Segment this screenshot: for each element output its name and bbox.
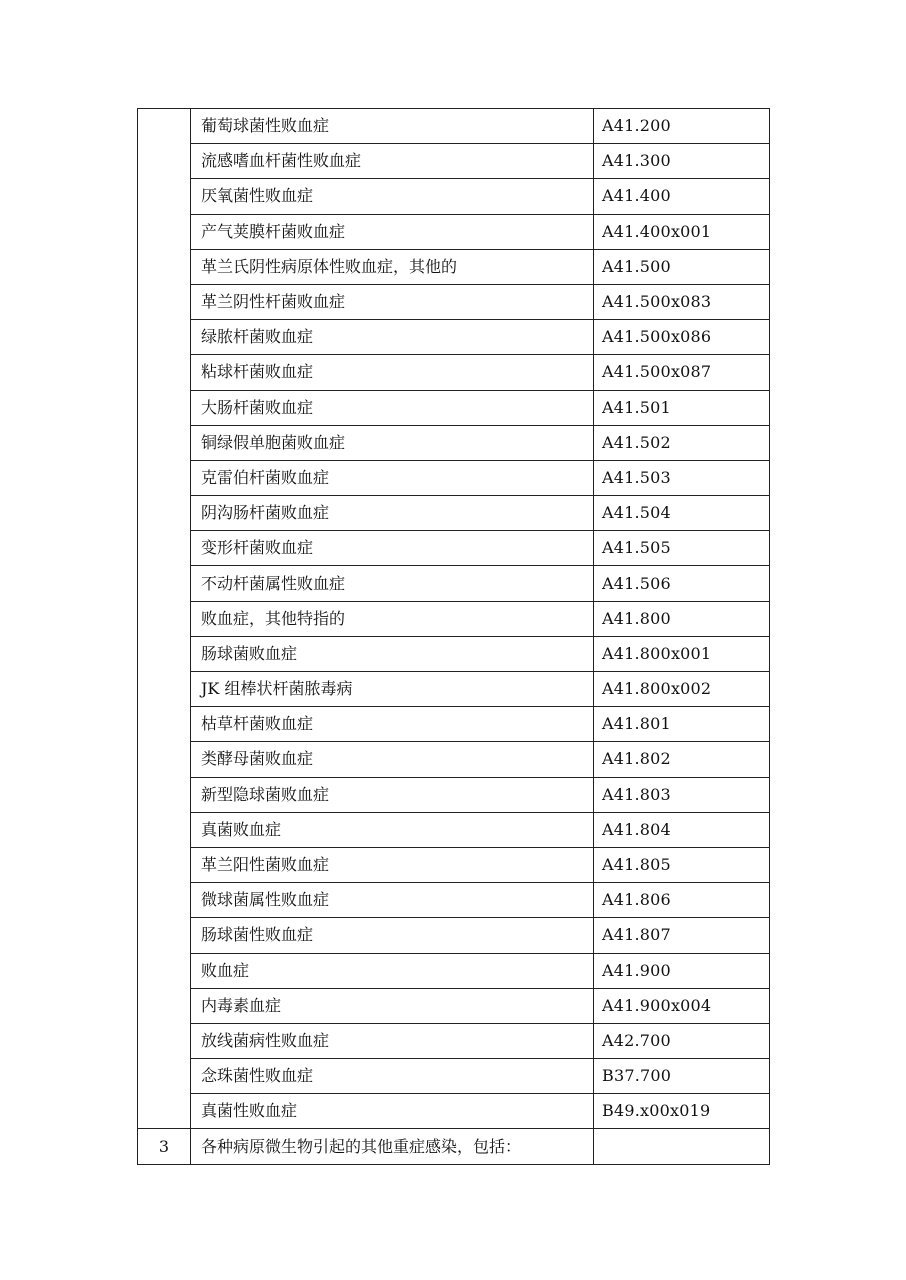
row-number-cell bbox=[138, 707, 191, 742]
diagnosis-name-cell: JK 组棒状杆菌脓毒病 bbox=[191, 672, 594, 707]
row-number-cell bbox=[138, 742, 191, 777]
diagnosis-name-cell: 不动杆菌属性败血症 bbox=[191, 566, 594, 601]
diagnosis-code-cell: A41.900x004 bbox=[594, 988, 770, 1023]
diagnosis-code-cell: A41.800x002 bbox=[594, 672, 770, 707]
table-row bbox=[138, 355, 770, 390]
diagnosis-code-cell: B37.700 bbox=[594, 1059, 770, 1094]
diagnosis-code-cell: A41.805 bbox=[594, 847, 770, 882]
diagnosis-name-cell: 变形杆菌败血症 bbox=[191, 531, 594, 566]
row-number-cell bbox=[138, 672, 191, 707]
row-number-cell bbox=[138, 988, 191, 1023]
row-number-cell bbox=[138, 1059, 191, 1094]
table-row bbox=[138, 883, 770, 918]
table-row bbox=[138, 214, 770, 249]
diagnosis-name-cell: 流感嗜血杆菌性败血症 bbox=[191, 144, 594, 179]
table-body bbox=[138, 109, 770, 1165]
table-row bbox=[138, 988, 770, 1023]
diagnosis-name-cell: 革兰氏阴性病原体性败血症，其他的 bbox=[191, 249, 594, 284]
table-row bbox=[138, 1023, 770, 1058]
table-row bbox=[138, 953, 770, 988]
diagnosis-name-cell: 革兰阳性菌败血症 bbox=[191, 847, 594, 882]
diagnosis-name-cell: 新型隐球菌败血症 bbox=[191, 777, 594, 812]
diagnosis-name-cell: 大肠杆菌败血症 bbox=[191, 390, 594, 425]
table-row bbox=[138, 531, 770, 566]
row-number-cell bbox=[138, 812, 191, 847]
row-number-cell bbox=[138, 953, 191, 988]
row-number-cell bbox=[138, 636, 191, 671]
diagnosis-name-cell: 微球菌属性败血症 bbox=[191, 883, 594, 918]
section-title: 各种病原微生物引起的其他重症感染，包括： bbox=[191, 1129, 594, 1164]
diagnosis-code-cell: A41.801 bbox=[594, 707, 770, 742]
diagnosis-code-cell: A41.800 bbox=[594, 601, 770, 636]
diagnosis-code-cell: A41.800x001 bbox=[594, 636, 770, 671]
diagnosis-code-cell: A41.804 bbox=[594, 812, 770, 847]
diagnosis-code-cell: A41.500x087 bbox=[594, 355, 770, 390]
diagnosis-code-cell: A42.700 bbox=[594, 1023, 770, 1058]
table-row bbox=[138, 812, 770, 847]
diagnosis-name-cell: 厌氧菌性败血症 bbox=[191, 179, 594, 214]
table-row bbox=[138, 1094, 770, 1129]
diagnosis-code-cell: A41.501 bbox=[594, 390, 770, 425]
diagnosis-name-cell: 类酵母菌败血症 bbox=[191, 742, 594, 777]
diagnosis-name-cell: 念珠菌性败血症 bbox=[191, 1059, 594, 1094]
diagnosis-name-cell: 粘球杆菌败血症 bbox=[191, 355, 594, 390]
section-row bbox=[138, 1129, 770, 1164]
diagnosis-name-cell: 葡萄球菌性败血症 bbox=[191, 109, 594, 144]
diagnosis-name-cell: 枯草杆菌败血症 bbox=[191, 707, 594, 742]
diagnosis-name-cell: 阴沟肠杆菌败血症 bbox=[191, 496, 594, 531]
diagnosis-code-cell: A41.500 bbox=[594, 249, 770, 284]
row-number-cell bbox=[138, 249, 191, 284]
table-row bbox=[138, 249, 770, 284]
row-number-cell bbox=[138, 179, 191, 214]
row-number-cell bbox=[138, 1094, 191, 1129]
row-number-cell bbox=[138, 284, 191, 319]
table-row bbox=[138, 1059, 770, 1094]
row-number-cell bbox=[138, 531, 191, 566]
row-number-cell bbox=[138, 883, 191, 918]
diagnosis-code-cell: A41.900 bbox=[594, 953, 770, 988]
diagnosis-name-cell: 肠球菌性败血症 bbox=[191, 918, 594, 953]
section-number: 3 bbox=[138, 1129, 191, 1164]
row-number-cell bbox=[138, 320, 191, 355]
row-number-cell bbox=[138, 496, 191, 531]
table-row bbox=[138, 460, 770, 495]
diagnosis-code-cell: A41.504 bbox=[594, 496, 770, 531]
diagnosis-name-cell: 败血症，其他特指的 bbox=[191, 601, 594, 636]
row-number-cell bbox=[138, 425, 191, 460]
table-row bbox=[138, 496, 770, 531]
diagnosis-name-cell: 内毒素血症 bbox=[191, 988, 594, 1023]
diagnosis-code-cell: A41.200 bbox=[594, 109, 770, 144]
row-number-cell bbox=[138, 390, 191, 425]
diagnosis-code-cell: A41.400 bbox=[594, 179, 770, 214]
diagnosis-name-cell: 真菌败血症 bbox=[191, 812, 594, 847]
table-row bbox=[138, 672, 770, 707]
diagnosis-name-cell: 铜绿假单胞菌败血症 bbox=[191, 425, 594, 460]
table-row bbox=[138, 109, 770, 144]
row-number-cell bbox=[138, 144, 191, 179]
row-number-cell bbox=[138, 777, 191, 812]
diagnosis-code-cell: A41.802 bbox=[594, 742, 770, 777]
table-row bbox=[138, 742, 770, 777]
table-row bbox=[138, 636, 770, 671]
row-number-cell bbox=[138, 566, 191, 601]
diagnosis-name-cell: 绿脓杆菌败血症 bbox=[191, 320, 594, 355]
diagnosis-code-cell: A41.806 bbox=[594, 883, 770, 918]
row-number-cell bbox=[138, 918, 191, 953]
row-number-cell bbox=[138, 355, 191, 390]
diagnosis-code-cell: A41.400x001 bbox=[594, 214, 770, 249]
diagnosis-code-cell: A41.506 bbox=[594, 566, 770, 601]
row-number-cell bbox=[138, 1023, 191, 1058]
diagnosis-code-cell: A41.300 bbox=[594, 144, 770, 179]
diagnosis-name-cell: 革兰阴性杆菌败血症 bbox=[191, 284, 594, 319]
diagnosis-name-cell: 产气荚膜杆菌败血症 bbox=[191, 214, 594, 249]
diagnosis-code-cell: A41.500x086 bbox=[594, 320, 770, 355]
table-row bbox=[138, 918, 770, 953]
diagnosis-code-cell: A41.807 bbox=[594, 918, 770, 953]
row-number-cell bbox=[138, 460, 191, 495]
diagnosis-name-cell: 肠球菌败血症 bbox=[191, 636, 594, 671]
section-code-cell bbox=[594, 1129, 770, 1164]
table-row bbox=[138, 144, 770, 179]
diagnosis-code-cell: A41.803 bbox=[594, 777, 770, 812]
row-number-cell bbox=[138, 109, 191, 144]
diagnosis-name-cell: 克雷伯杆菌败血症 bbox=[191, 460, 594, 495]
table-row bbox=[138, 320, 770, 355]
table-row bbox=[138, 707, 770, 742]
table-row bbox=[138, 847, 770, 882]
diagnosis-name-cell: 真菌性败血症 bbox=[191, 1094, 594, 1129]
table-row bbox=[138, 179, 770, 214]
diagnosis-name-cell: 败血症 bbox=[191, 953, 594, 988]
table-row bbox=[138, 566, 770, 601]
diagnosis-code-cell: B49.x00x019 bbox=[594, 1094, 770, 1129]
table-row bbox=[138, 601, 770, 636]
table-row bbox=[138, 390, 770, 425]
diagnosis-name-cell: 放线菌病性败血症 bbox=[191, 1023, 594, 1058]
table-row bbox=[138, 777, 770, 812]
row-number-cell bbox=[138, 214, 191, 249]
diagnosis-code-cell: A41.500x083 bbox=[594, 284, 770, 319]
table-row bbox=[138, 425, 770, 460]
row-number-cell bbox=[138, 847, 191, 882]
table-row bbox=[138, 284, 770, 319]
diagnosis-code-cell: A41.502 bbox=[594, 425, 770, 460]
row-number-cell bbox=[138, 601, 191, 636]
diagnosis-code-cell: A41.505 bbox=[594, 531, 770, 566]
diagnosis-code-table bbox=[137, 108, 770, 1165]
diagnosis-code-cell: A41.503 bbox=[594, 460, 770, 495]
